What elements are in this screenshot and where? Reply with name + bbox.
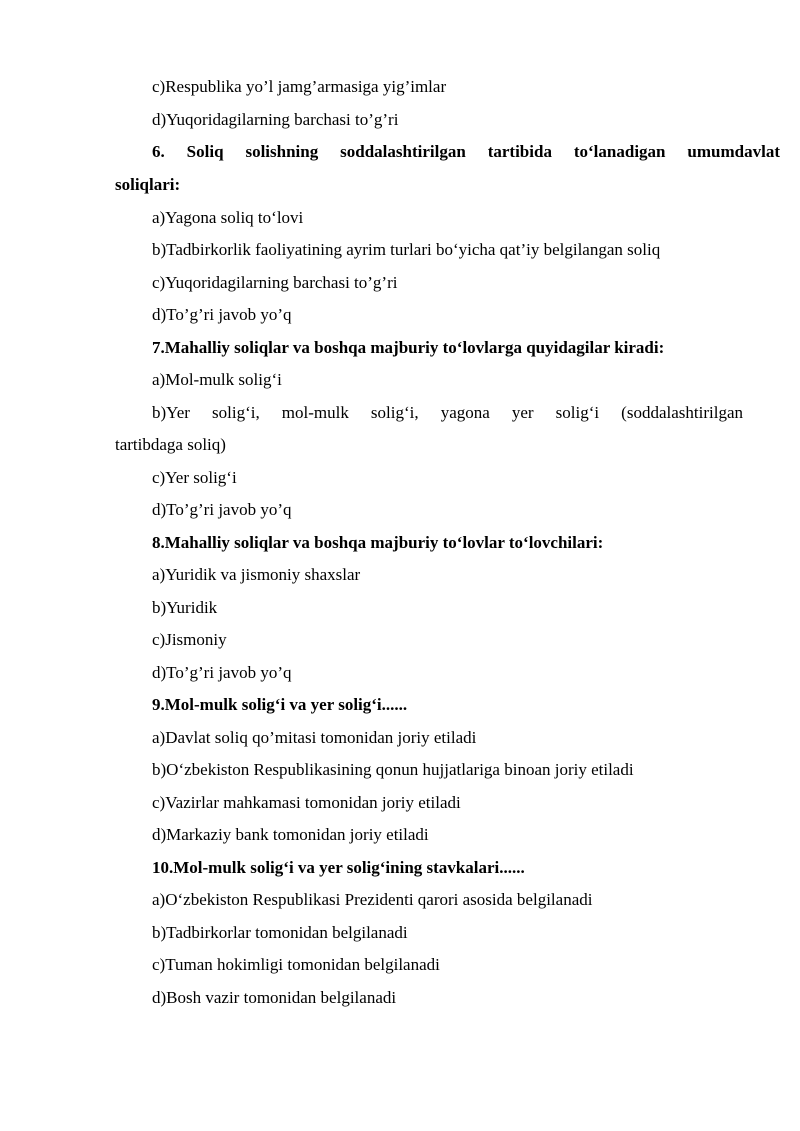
question-8-heading: 8.Mahalliy soliqlar va boshqa majburiy to‘lovlar to‘lovchilari:: [152, 533, 604, 552]
answer-option: d)To’g’ri javob yo’q: [152, 663, 292, 682]
answer-option: d)Yuqoridagilarning barchasi to’g’ri: [152, 110, 399, 129]
answer-option-cont: tartibdaga soliq): [115, 435, 226, 454]
answer-option: d)Bosh vazir tomonidan belgilanadi: [152, 988, 397, 1007]
answer-option: b)Tadbirkorlar tomonidan belgilanadi: [152, 923, 408, 942]
answer-option: d)To’g’ri javob yo’q: [152, 500, 292, 519]
answer-option: c)Yuqoridagilarning barchasi to’g’ri: [152, 273, 398, 292]
answer-option: c)Vazirlar mahkamasi tomonidan joriy etiladi: [152, 793, 461, 812]
question-6-heading: 6. Soliq solishning soddalashtirilgan tartibida to‘lanadigan umumdavlat: [152, 142, 780, 161]
answer-option: d)Markaziy bank tomonidan joriy etiladi: [152, 825, 429, 844]
answer-option: a)O‘zbekiston Respublikasi Prezidenti qarori asosida belgilanadi: [152, 890, 593, 909]
answer-option: b)O‘zbekiston Respublikasining qonun hujjatlariga binoan joriy etiladi: [152, 760, 634, 779]
answer-option: a)Yuridik va jismoniy shaxslar: [152, 565, 361, 584]
answer-option: b)Tadbirkorlik faoliyatining ayrim turlari bo‘yicha qat’iy belgilangan soliq: [152, 240, 661, 259]
answer-option: d)To’g’ri javob yo’q: [152, 305, 292, 324]
answer-option: a)Davlat soliq qo’mitasi tomonidan joriy etiladi: [152, 728, 477, 747]
question-10-heading: 10.Mol-mulk solig‘i va yer solig‘ining stavkalari......: [152, 858, 525, 877]
answer-option: c)Tuman hokimligi tomonidan belgilanadi: [152, 955, 440, 974]
answer-option: a)Yagona soliq to‘lovi: [152, 208, 304, 227]
answer-option: a)Mol-mulk solig‘i: [152, 370, 282, 389]
answer-option: c)Respublika yo’l jamg’armasiga yig’imlar: [152, 77, 447, 96]
answer-option: b)Yuridik: [152, 598, 218, 617]
question-9-heading: 9.Mol-mulk solig‘i va yer solig‘i......: [152, 695, 408, 714]
answer-option: c)Jismoniy: [152, 630, 227, 649]
question-7-heading: 7.Mahalliy soliqlar va boshqa majburiy to‘lovlarga quyidagilar kiradi:: [152, 338, 665, 357]
answer-option: c)Yer solig‘i: [152, 468, 237, 487]
answer-option: b)Yer solig‘i, mol-mulk solig‘i, yagona yer solig‘i (soddalashtirilgan: [152, 403, 743, 422]
question-6-heading-cont: soliqlari:: [115, 175, 181, 194]
